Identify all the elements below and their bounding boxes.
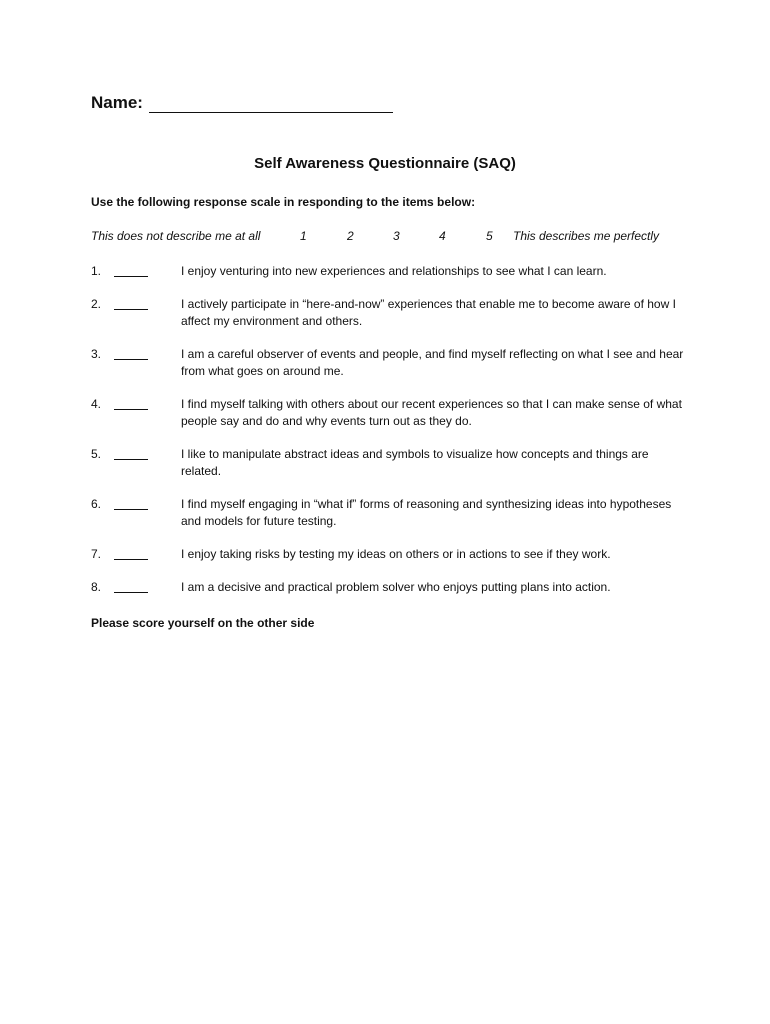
question-text: I actively participate in “here-and-now” experiences that enable me to become aware of how I affect my environment and others.: [181, 297, 676, 328]
question-number: 4.: [91, 397, 102, 411]
scale-point-2: 2: [347, 229, 354, 243]
question-number: 3.: [91, 347, 102, 361]
question-number: 5.: [91, 447, 102, 461]
scale-point-5: 5: [486, 229, 493, 243]
question-text: I find myself talking with others about our recent experiences so that I can make sense of what people say and do and why events turn out as they do.: [181, 397, 682, 428]
question-text: I am a careful observer of events and people, and find myself reflecting on what I see and hear from what goes on around me.: [181, 347, 684, 378]
answer-blank[interactable]: [114, 446, 148, 460]
question-item: [91, 296, 691, 330]
scale-point-3: 3: [393, 229, 400, 243]
question-number: 8.: [91, 580, 102, 594]
answer-blank[interactable]: [114, 579, 148, 593]
question-text: I find myself engaging in “what if” forms of reasoning and synthesizing ideas into hypotheses and models for future testing.: [181, 497, 672, 528]
question-item: [91, 263, 691, 280]
question-item: [91, 579, 691, 596]
question-item: [91, 546, 691, 563]
scale-point-4: 4: [439, 229, 446, 243]
question-item: [91, 346, 691, 380]
scale-high-label: This describes me perfectly: [513, 229, 660, 243]
question-text: I like to manipulate abstract ideas and symbols to visualize how concepts and things are related.: [181, 447, 649, 478]
response-scale: [91, 229, 691, 245]
question-number: 7.: [91, 547, 102, 561]
name-row: [91, 93, 393, 113]
name-label: Name:: [91, 93, 143, 112]
question-number: 6.: [91, 497, 102, 511]
scale-low-label: This does not describe me at all: [91, 229, 261, 243]
answer-blank[interactable]: [114, 346, 148, 360]
question-item: [91, 396, 691, 430]
footer-note: Please score yourself on the other side: [91, 616, 315, 630]
answer-blank[interactable]: [114, 296, 148, 310]
name-blank-line[interactable]: [149, 94, 393, 113]
page-title: Self Awareness Questionnaire (SAQ): [254, 155, 516, 172]
question-number: 1.: [91, 264, 102, 278]
question-number: 2.: [91, 297, 102, 311]
instruction-text: Use the following response scale in responding to the items below:: [91, 195, 476, 209]
question-list: [91, 263, 691, 596]
answer-blank[interactable]: [114, 396, 148, 410]
question-text: I enjoy venturing into new experiences and relationships to see what I can learn.: [181, 264, 607, 278]
answer-blank[interactable]: [114, 263, 148, 277]
question-item: [91, 496, 691, 530]
question-item: [91, 446, 691, 480]
answer-blank[interactable]: [114, 546, 148, 560]
question-text: I enjoy taking risks by testing my ideas on others or in actions to see if they work.: [181, 547, 611, 561]
question-text: I am a decisive and practical problem solver who enjoys putting plans into action.: [181, 580, 611, 594]
answer-blank[interactable]: [114, 496, 148, 510]
scale-point-1: 1: [300, 229, 307, 243]
